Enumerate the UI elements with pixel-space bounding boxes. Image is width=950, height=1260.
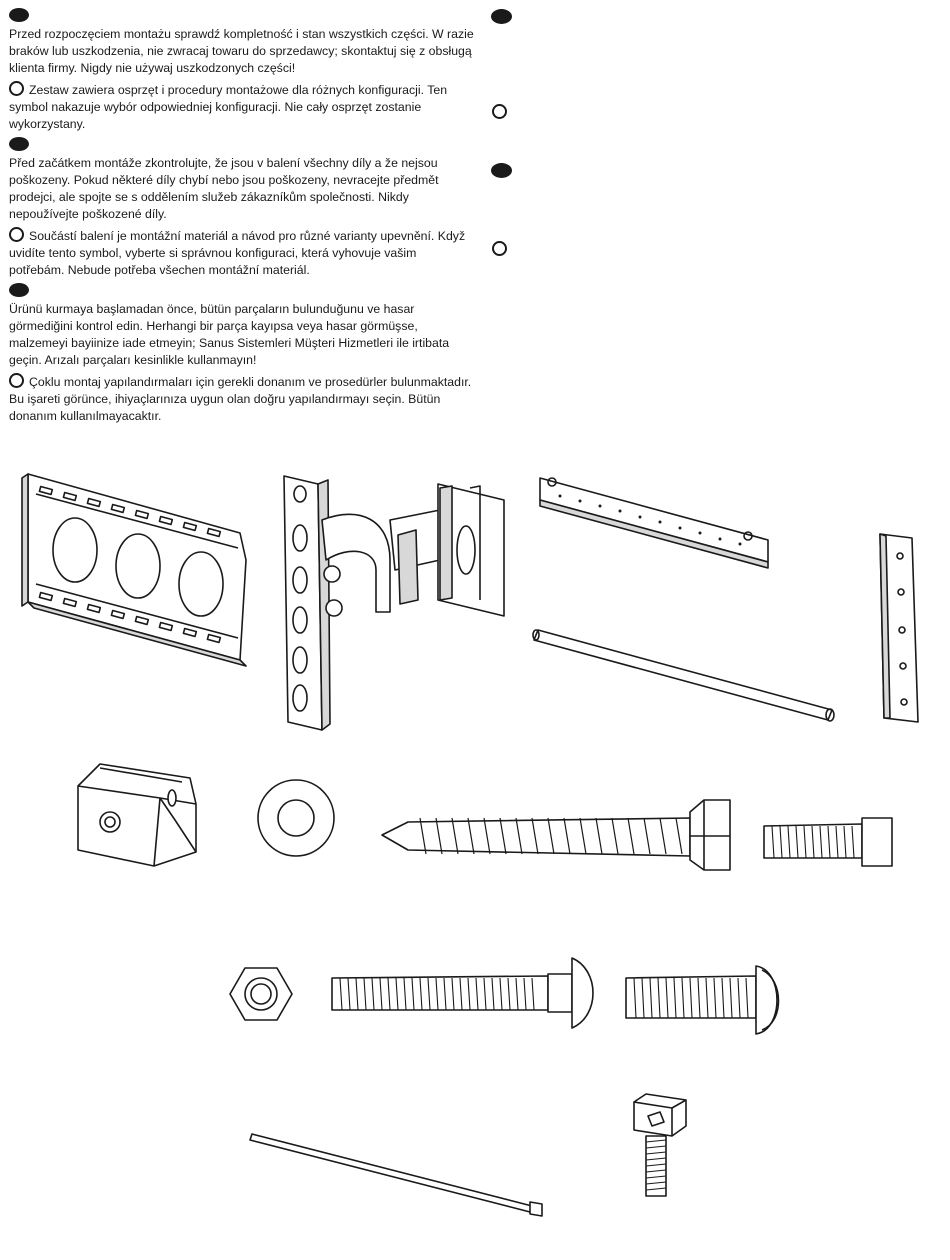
config-note xyxy=(9,227,474,279)
thumb-screw-icon xyxy=(634,1094,686,1196)
language-bullet-icon xyxy=(491,9,512,24)
intro-text: Před začátkem montáže zkontrolujte, že jsou v balení všechny díly a že nejsou poškozeny. Pokud některé díly chybí nebo jsou poškozeny, nevracejte předmět prodejci, ale spojte se s oddělením služeb zákazníkům společnosti. Nikdy nepoužívejte poškozené díly. xyxy=(9,156,439,221)
config-symbol-icon xyxy=(492,104,507,119)
language-bullet-icon xyxy=(9,8,29,22)
language-block-pl xyxy=(9,8,474,133)
cable-tie-icon xyxy=(250,1134,542,1216)
tv-adapter-plate-icon xyxy=(22,474,246,666)
lag-bolt-icon xyxy=(382,800,730,870)
config-note-text: Součástí balení je montážní materiál a návod pro různé varianty upevnění. Když uvidíte tento symbol, vyberte si správnou konfiguraci, která vyhovuje vašim potřebám. Nebude potřeba všechen montážní materiál. xyxy=(9,229,466,277)
config-note xyxy=(9,373,474,425)
carriage-bolt-icon xyxy=(332,958,593,1028)
wall-plate-with-arm-icon xyxy=(284,476,504,730)
socket-head-screw-icon xyxy=(764,818,892,866)
hex-nut-icon xyxy=(230,968,292,1020)
config-symbol-icon xyxy=(492,241,507,256)
button-head-bolt-icon xyxy=(626,966,779,1034)
intro-text: Przed rozpoczęciem montażu sprawdź kompletność i stan wszystkich części. W razie braków lub uszkodzenia, nie zwracaj towaru do sprzedawcy; skontaktuj się z obsługą klienta firmy. Nigdy nie używaj uszkodzonych części! xyxy=(9,27,474,75)
config-note xyxy=(9,81,474,133)
parts-illustration xyxy=(0,460,950,1260)
rod-icon xyxy=(533,630,834,721)
washer-icon xyxy=(258,780,334,856)
language-bullet-icon xyxy=(9,283,29,297)
language-block-tr xyxy=(9,283,474,425)
language-bullet-icon xyxy=(9,137,29,151)
config-symbol-icon xyxy=(9,373,24,388)
language-bullet-icon xyxy=(491,163,512,178)
vertical-bracket-icon xyxy=(880,534,918,722)
config-note-text: Çoklu montaj yapılandırmaları için gerekli donanım ve prosedürler bulunmaktadır. Bu işareti görünce, ihiyaçlarınıza uygun olan doğru yapılandırmayı seçin. Bütün donanım kullanılmayacaktır. xyxy=(9,375,472,423)
config-symbol-icon xyxy=(9,227,24,242)
config-symbol-icon xyxy=(9,81,24,96)
language-block-cs xyxy=(9,137,474,279)
extension-rail-icon xyxy=(540,478,768,568)
instructions-column xyxy=(9,8,474,429)
clamp-block-icon xyxy=(78,764,196,866)
config-note-text: Zestaw zawiera osprzęt i procedury montażowe dla różnych konfiguracji. Ten symbol nakazuje wybór odpowiedniej konfiguracji. Nie cały osprzęt zostanie wykorzystany. xyxy=(9,83,448,131)
intro-text: Ürünü kurmaya başlamadan önce, bütün parçaların bulunduğunu ve hasar görmediğini kontrol edin. Herhangi bir parça kayıpsa veya hasar görmüşse, malzemeyi bayiinize iade etmeyin; Sanus Sistemleri Müşteri Hizmetleri ile irtibata geçin. Arızalı parçaları kesinlikle kullanmayın! xyxy=(9,302,450,367)
